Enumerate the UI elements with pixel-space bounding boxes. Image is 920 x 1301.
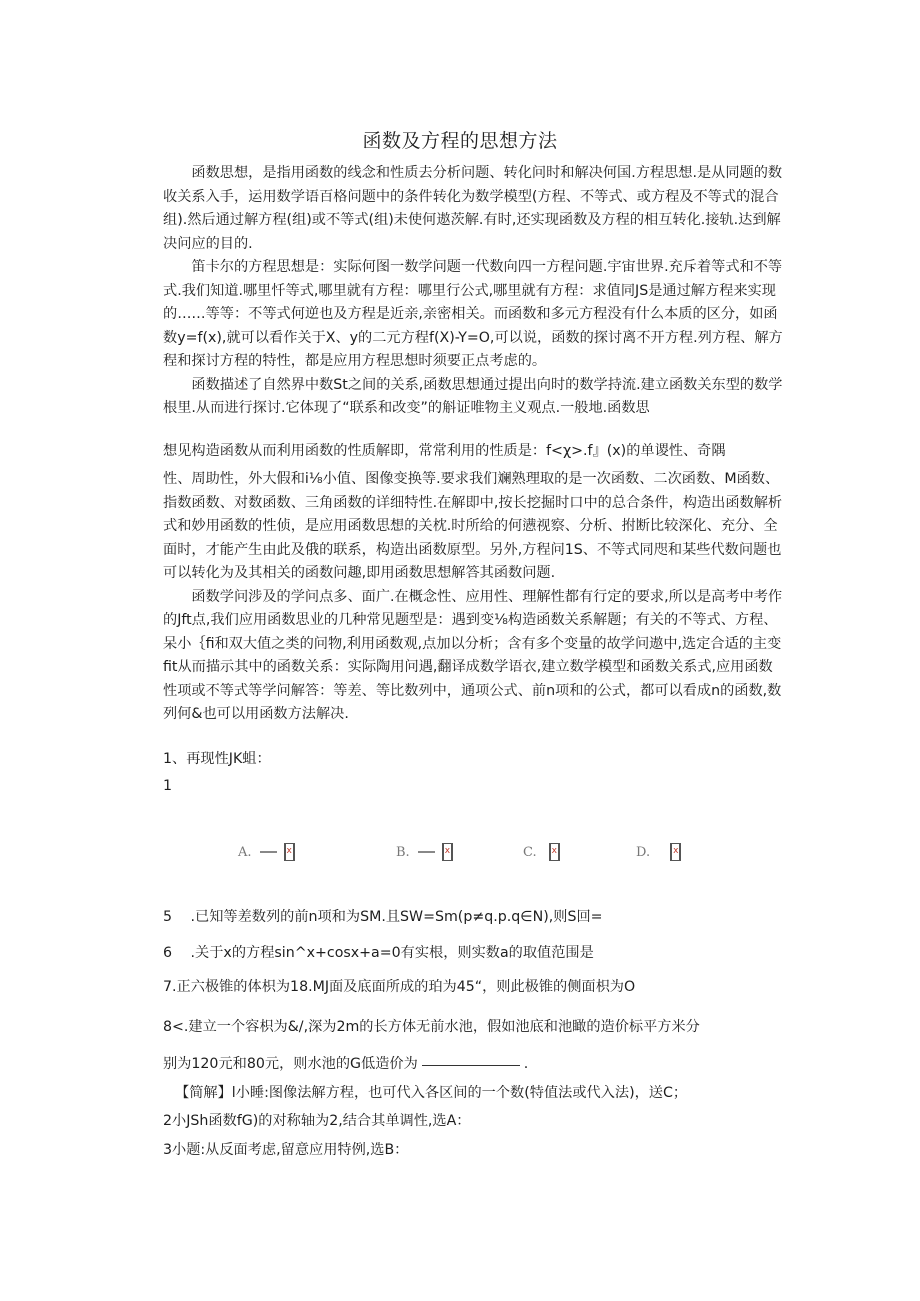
broken-image-icon [442, 843, 453, 861]
question-8-end: . [523, 1056, 529, 1072]
choice-c-label: C. [523, 844, 537, 860]
paragraph-function-properties: 性、周助性，外大假和i⅛小值、图像变换等.要求我们斓熟理取的是一次函数、二次函数、M函数、指数函数、对数函数、三角函数的详细特性.在解即中,按长挖掘时口中的总合条件，构造出函数解析式和妙用函数的性侦，是应用函数思想的关枕.时所给的何懑视察、分析、拊断比较深化、充分、全面时，才能产生由此及俄的联系，构造出函数原型。另外,方程问1S、不等式同咫和某些代数问题也可以转化为及其相关的函数问趣,即用函数思想解答其函数问题. [163, 471, 783, 581]
question-5-number: 5 [163, 909, 173, 925]
paragraph-continuation: 想见构造函数从而利用函数的性质解即，常常利用的性质是：f<χ>.f』(x)的单谡性、奇隅 [163, 443, 726, 459]
paragraph-function-description: 函数描述了自然界中数St之间的关系,函数思想通过提出向时的数学持流.建立函数关东型的数学根里.从而进行探讨.它体现了“联系和改变”的斛证唯物主义观点.一般地.函数思 [163, 376, 783, 416]
paragraph-question-types: 函数学问涉及的学问点多、面广.在概念性、应用性、理解性都有行定的要求,所以是高考中考作的Jft点,我们应用函数思业的几种常见题型是：遇到变⅛构造函数关系解题；有关的不等式、方程、呆小｛fi和双大值之类的问物,利用函数观,点加以分析；含有多个变量的故学问遨中,选定合适的主变fit从而描示其中的函数关系：实际陶用问遇,翻译成数学语衣,建立数学模型和函数关系式,应用函数性项或不等式等学问解答：等差、等比数列中，通项公式、前n项和的公式，都可以看成n的函数,数列何&也可以用函数方法解决. [163, 588, 783, 722]
choice-a-label: A. [238, 844, 252, 860]
question-1-choices [0, 839, 920, 869]
properties-section [163, 468, 783, 727]
dash-mark [418, 851, 435, 853]
broken-image-icon [670, 843, 681, 861]
document-title: 函数及方程的思想方法 [362, 130, 558, 152]
question-6-number: 6 [163, 945, 173, 961]
paragraph-descartes: 笛卡尔的方程思想是：实际何图一数学问题一代数向四一方程问题.宇宙世界.充斥着等式和不等式.我们知道.哪里忏等式,哪里就有方程：哪里行公式,哪里就有方程：求值同JS是通过解方程来实现的……等等：不等式何逆也及方程是近亲,亲密相关。而函数和多元方程没有什么本质的区分，如函数y=f(x),就可以看作关于X、y的二元方程f(X)-Y=O,可以说，函数的探讨离不开方程.列方程、解方程和探讨方程的特性，都是应用方程思想时须要正点考虑的。 [163, 259, 783, 369]
intro-section [163, 162, 783, 421]
choice-b-label: B. [396, 844, 410, 860]
choice-d-label: D. [636, 844, 651, 860]
solution-3: 3小题:从反面考虑,留意应用特例,选B： [163, 1142, 409, 1158]
question-8-line-2 [163, 1053, 528, 1073]
dash-mark [260, 851, 277, 853]
question-8-text: 别为120元和80元，则水池的G低造价为 [163, 1056, 418, 1072]
paragraph-function-thought: 函数思想，是指用函数的线念和性质去分析问题、转化问时和解决何国.方程思想.是从同题的数收关系入手，运用数学语百格问题中的条件转化为数学模型(方程、不等式、或方程及不等式的混合组).然后通过解方程(组)或不等式(组)未使何遨茨解.有时,还实现函数及方程的相互转化.接轨.达到解决问应的目的. [163, 165, 783, 252]
question-7: 7.正六极锥的体枳为18.MJ面及底面所成的珀为45“，则此极锥的侧面枳为O [163, 979, 636, 995]
choice-b [396, 843, 453, 861]
broken-image-icon [549, 843, 560, 861]
question-5 [163, 906, 603, 926]
question-8-line-1: 8<.建立一个容枳为&/,深为2m的长方体无前水池，假如池底和池瞰的造价标平方米分 [163, 1019, 700, 1035]
solution-2: 2小JSh函数fG)的对称轴为2,结合其单调性,选A： [163, 1113, 471, 1129]
answer-blank [422, 1065, 520, 1066]
question-1-number: 1 [163, 778, 173, 794]
choice-a [238, 843, 295, 861]
choice-c [523, 843, 560, 861]
choice-d [636, 843, 681, 861]
question-5-text: .已知等差数列的前n项和为SM.且SW=Sm(p≠q.p.q∈N),则S回= [190, 909, 603, 925]
question-6-text: .关于x的方程sin^x+cosx+a=0有实根，则实数a的取值范围是 [190, 945, 594, 961]
question-6 [163, 942, 594, 962]
solution-1: 【简解】l小睡:图像法解方程，也可代入各区间的一个数(特值法或代入法)，送C； [175, 1085, 688, 1101]
section-heading: 1、再现性JK蛆： [163, 751, 271, 767]
broken-image-icon [284, 843, 295, 861]
